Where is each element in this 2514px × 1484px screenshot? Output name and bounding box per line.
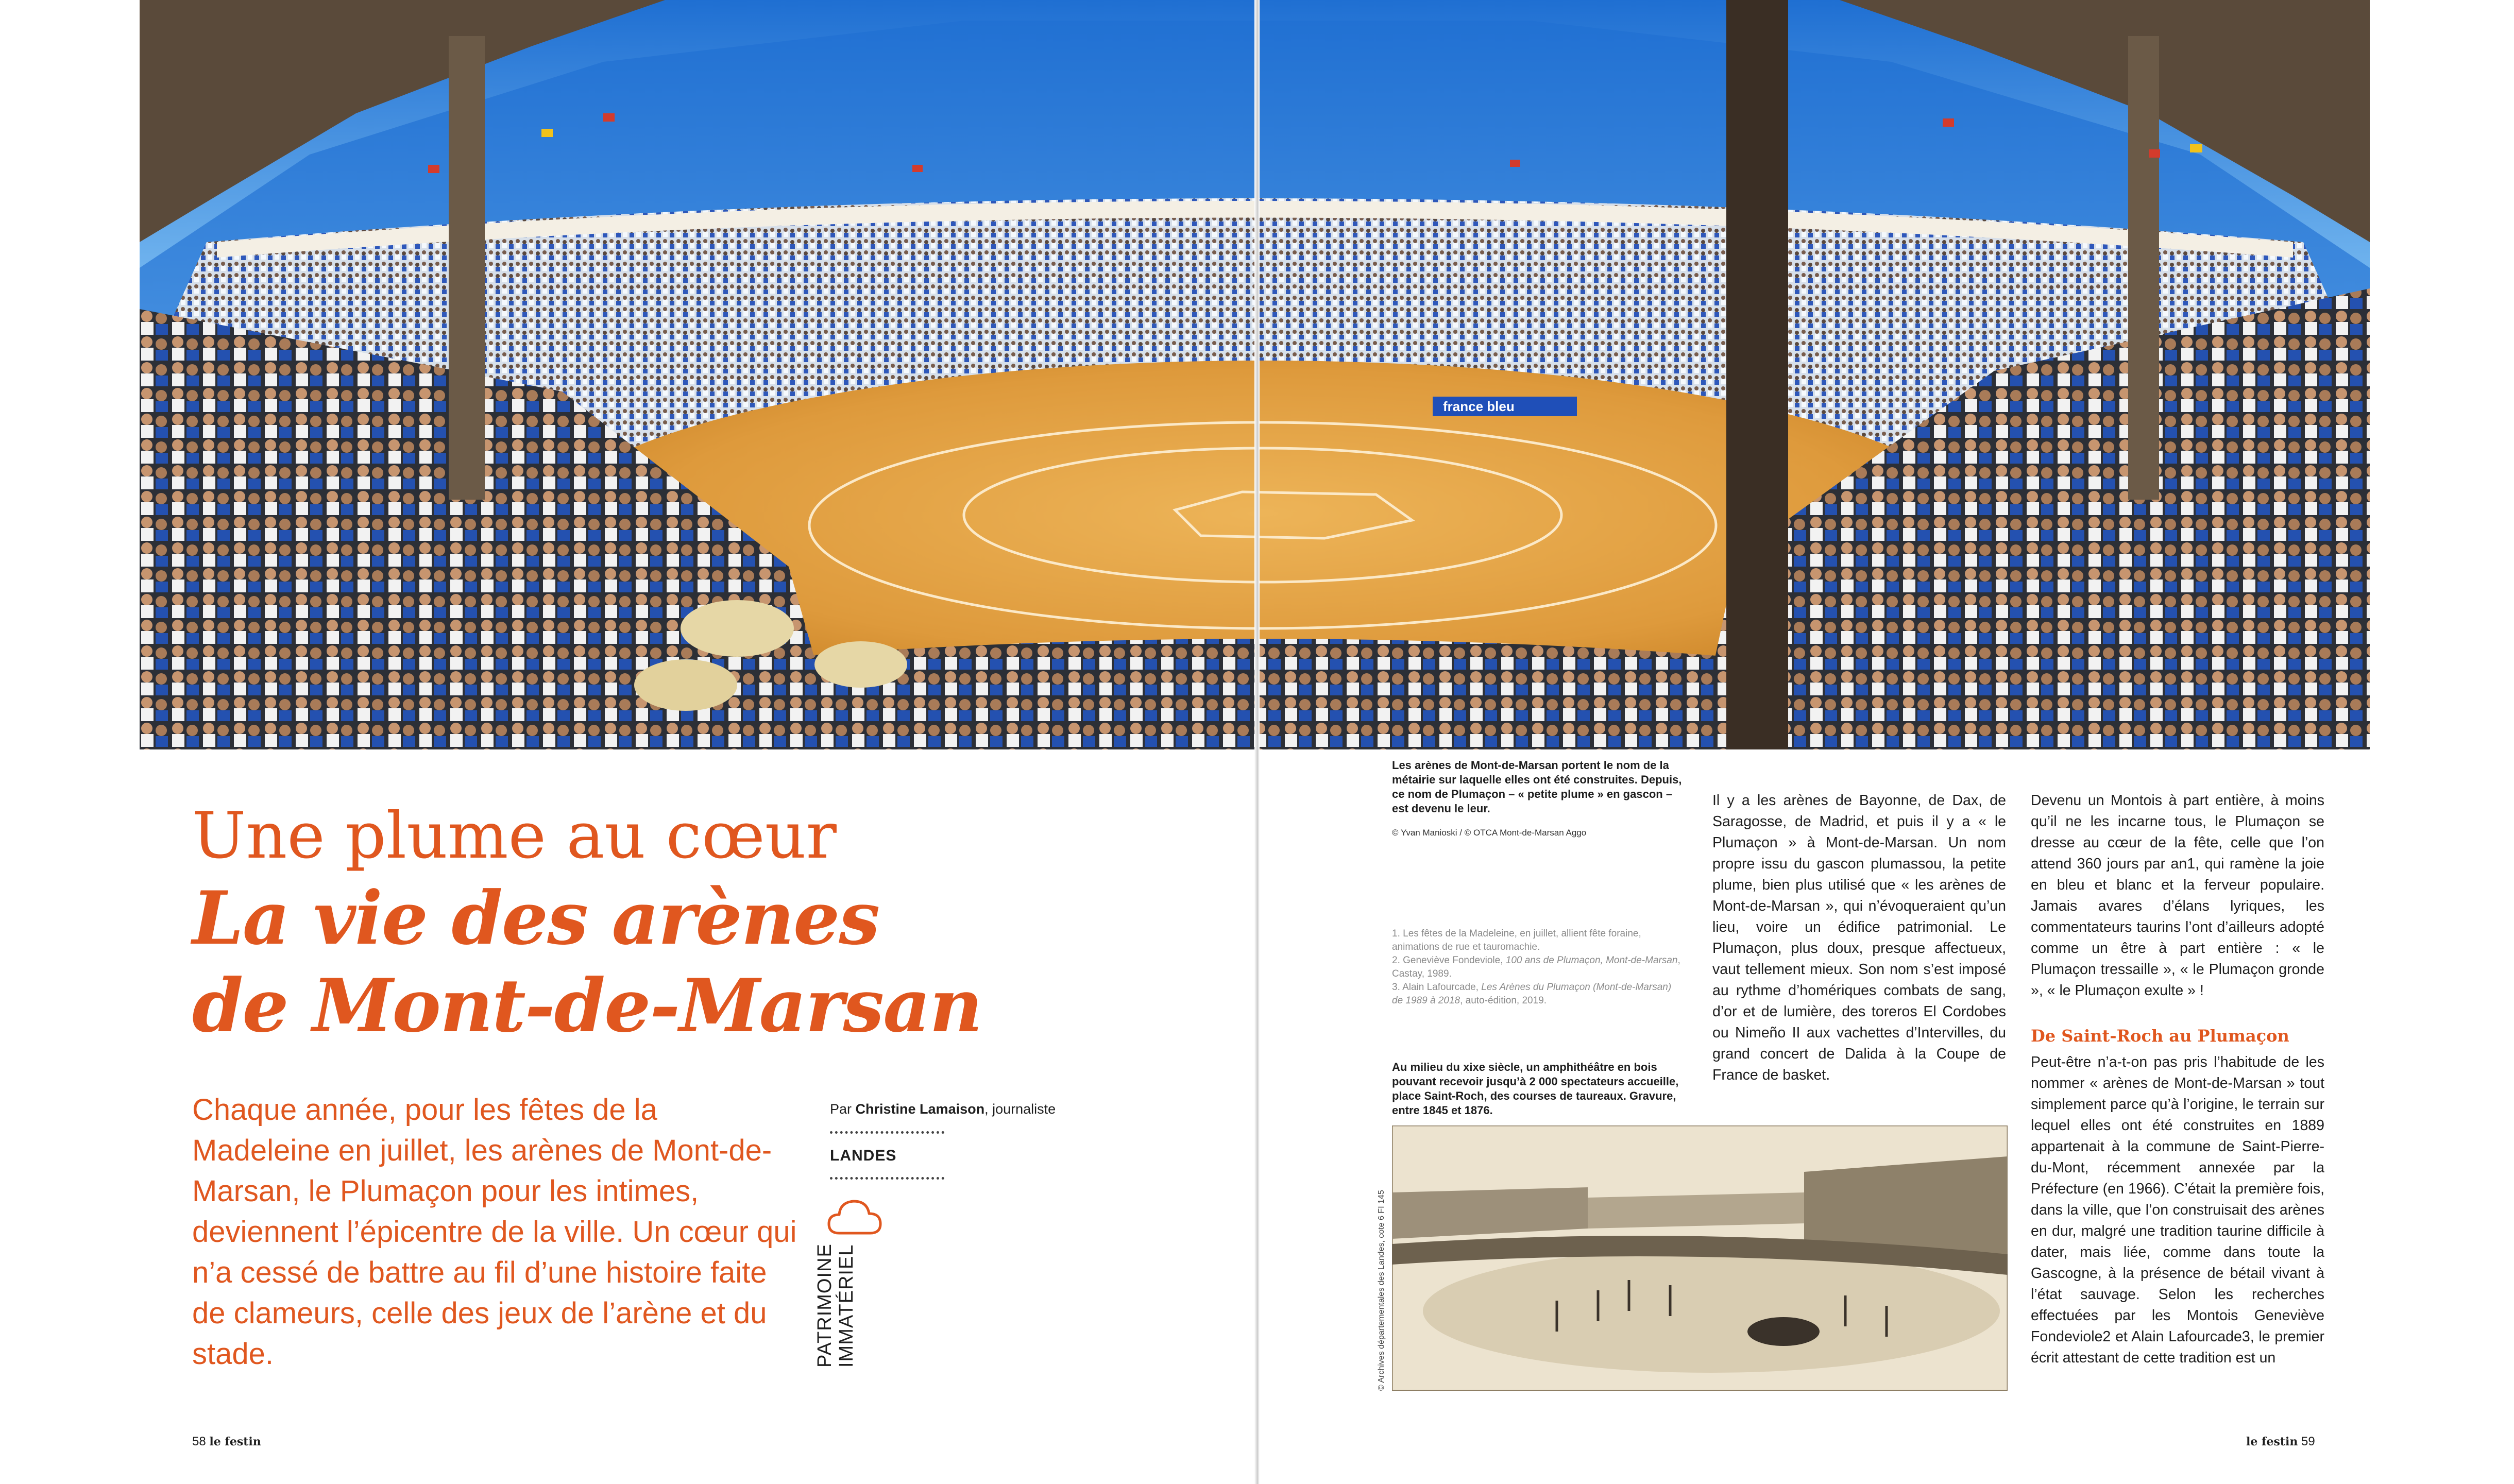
page-gutter	[1254, 0, 1260, 1484]
byline-role: , journaliste	[984, 1101, 1056, 1117]
page-number-right: 59	[2301, 1435, 2315, 1448]
subheading: De Saint-Roch au Plumaçon	[2031, 1026, 2289, 1046]
page-number-left: 58	[192, 1435, 206, 1448]
engraving-credit: © Archives départementales des Landes, cote 6 FI 145	[1377, 1190, 1386, 1391]
category-label	[814, 1244, 876, 1368]
body-column-2: Devenu un Montois à part entière, à moins qu’il ne les incarne tous, le Plumaçon se dresse au cœur de la fête, celle que l’on attend 360 jours par an1, qui ramène la joie en bleu et blanc et la ferveur populaire. Jamais avares d’élans lyriques, les commentateurs taurins l’ont d’ailleurs adopté comme un être à part entière : « le Plumaçon tressaille », « le Plumaçon gronde », « le Plumaçon exulte » !	[2031, 792, 2324, 999]
footnote-1: 1. Les fêtes de la Madeleine, en juillet, allient fête foraine, animations de rue et tauromachie.	[1392, 928, 1641, 952]
france-bleu-banner: france bleu	[1443, 399, 1515, 414]
category-line2: IMMATÉRIEL	[836, 1244, 857, 1368]
article-title-line1: Une plume au cœur	[192, 799, 837, 873]
photo-credit: © Yvan Manioski / © OTCA Mont-de-Marsan Aggo	[1392, 828, 1587, 838]
byline-prefix: Par	[830, 1101, 856, 1117]
article-title-line3: de Mont-de-Marsan	[192, 963, 982, 1049]
magazine-name-right: le festin	[2246, 1435, 2298, 1448]
article-intro: Chaque année, pour les fêtes de la Madeleine en juillet, les arènes de Mont-de-Marsan, le Plumaçon pour les intimes, deviennent l’épicentre de la ville. Un cœur qui n’a cessé de battre au fil d’une histoire faite de clameurs, celle des jeux de l’arène et du stade.	[192, 1093, 797, 1371]
region-label: LANDES	[830, 1147, 897, 1164]
byline	[830, 1101, 1118, 1117]
magazine-name-left: le festin	[209, 1435, 261, 1448]
body-column-3: Peut-être n’a-t-on pas pris l’habitude de les nommer « arènes de Mont-de-Marsan » tout simplement parce qu’à l’origine, le terrain sur lequel elles ont été construites en 1889 appartenait à la commune de Saint-Pierre-du-Mont, récemment annexée par la Préfecture (en 1966). C’était la première fois, dans la ville, que l’on construisait des arènes en dur, malgré une tradition taurine difficile à dater, mais liée, comme dans toute la Gascogne, à la présence de bétail vivant à l’état sauvage. Selon les recherches effectuées par les Montois Geneviève Fondeviole2 et Alain Lafourcade3, le premier écrit attestant de cette tradition est un	[2031, 1054, 2324, 1366]
engraving-image	[1392, 1125, 2008, 1391]
category-line1: PATRIMOINE	[814, 1243, 836, 1368]
footnote-2: 2. Geneviève Fondeviole, 100 ans de Plumaçon, Mont-de-Marsan, Castay, 1989.	[1392, 955, 1680, 979]
footnotes	[1392, 927, 1680, 1008]
folio-right	[2246, 1435, 2315, 1449]
folio-left	[192, 1435, 261, 1449]
dotted-divider	[830, 1177, 944, 1180]
cloud-icon	[826, 1195, 884, 1238]
footnote-3: 3. Alain Lafourcade, Les Arènes du Plumaçon (Mont-de-Marsan) de 1989 à 2018, auto-édition, 2019.	[1392, 982, 1672, 1006]
dotted-divider	[830, 1131, 944, 1134]
body-column-1: Il y a les arènes de Bayonne, de Dax, de Saragosse, de Madrid, et puis il y a « le Plumaçon » à Mont-de-Marsan. Un nom propre issu du gascon plumassou, la petite plume, bien plus utilisé que « les arènes de Mont-de-Marsan », qui n’évoqueraient qu’un lieu, voire un édifice patrimonial. Le Plumaçon, plus doux, presque affectueux, vaut tellement mieux. Son nom s’est imposé au rythme d’homériques combats de sang, d’or et de lumière, des toreros El Cordobes ou Nimeño II aux vachettes d’Intervilles, du grand concert de Dalida à la Coupe de France de basket.	[1712, 792, 2006, 1083]
byline-author: Christine Lamaison	[855, 1101, 985, 1117]
photo-caption: Les arènes de Mont-de-Marsan portent le nom de la métairie sur laquelle elles ont été construites. Depuis, ce nom de Plumaçon – « petite plume » en gascon – est devenu le leur.	[1392, 759, 1682, 815]
article-title-line2: La vie des arènes	[192, 876, 879, 961]
engraving-caption: Au milieu du xixe siècle, un amphithéâtre en bois pouvant recevoir jusqu’à 2 000 spectateurs accueille, place Saint-Roch, des courses de taureaux. Gravure, entre 1845 et 1876.	[1392, 1061, 1679, 1117]
